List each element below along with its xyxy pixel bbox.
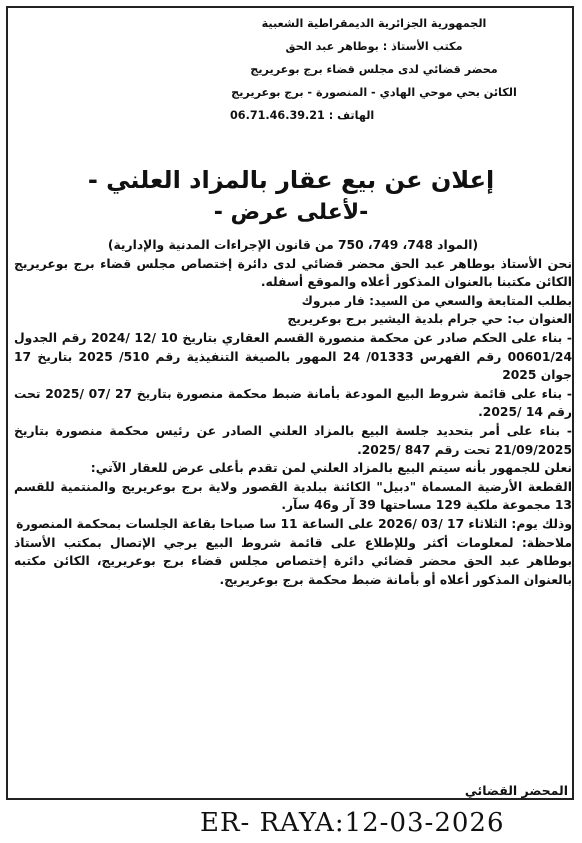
- bailiff-court: محضر قضائي لدى مجلس قضاء برج بوعريريج: [250, 63, 498, 76]
- note: ملاحظة: لمعلومات أكثر وللإطلاع على قائمة شروط البيع يرجي الإتصال بمكتب الأستاذ بوطاهر عبد الحق محضر قضائي دائرة إختصاص مجلس قضاء برج بوعريريج، الكائن مكتبه بالعنوان المذكور أعلاه أو بأمانة ضبط محكمة برج بوعريريج.: [14, 535, 572, 587]
- bailiff-intro: نحن الأستاذ بوطاهر عبد الحق محضر قضائي لدى دائرة إختصاص مجلس قضاء برج بوعريريج الكائن مكتبنا بالعنوان المذكور أعلاه والموقع أسفله.: [14, 256, 572, 290]
- requester: بطلب المتابعة والسعي من السيد: فار مبروك: [301, 293, 572, 308]
- legal-articles: (المواد 748، 749، 750 من قانون الإجراءات المدنية والإدارية): [107, 238, 479, 252]
- office-address: الكائن بحي موحي الهادي - المنصورة - برج بوعريريج: [231, 86, 517, 99]
- requester-address: العنوان ب: حي جرام بلدية اليشير برج بوعريريج: [287, 312, 572, 327]
- announcement-subtitle: -لأعلى عرض -: [213, 200, 369, 225]
- public-notice: نعلن للجمهور بأنه سيتم البيع بالمزاد العلني لمن تقدم بأعلى عرض للعقار الآتي:: [90, 461, 572, 476]
- newspaper-footer: ER- RAYA:12-03-2026: [200, 808, 505, 838]
- conditions-ref: - بناء على قائمة شروط البيع المودعة بأمانة ضبط محكمة منصورة بتاريخ 27 /07 /2025 تحت رقم 14 /2025.: [14, 386, 572, 420]
- office-name: مكتب الأستاذ : بوطاهر عبد الحق: [285, 40, 463, 53]
- announcement-body: [14, 236, 572, 589]
- property-description: القطعة الأرضية المسماة "دبيل" الكائنة ببلدية القصور ولاية برج بوعريريج والمنتمية للقسم 13 مجموعة ملكية 129 مساحتها 39 آر و46 سآر.: [14, 479, 572, 513]
- republic-line: الجمهورية الجزائرية الديمقراطية الشعبية: [261, 17, 487, 30]
- judgment-ref: - بناء على الحكم صادر عن محكمة منصورة القسم العقاري بتاريخ 10 /12 /2024 رقم الجدول 00601/24 رقم الفهرس 01333/ 24 المهور بالصيغة التنفيذية رقم 510/ 2025 بتاريخ 17 جوان 2025: [14, 330, 572, 383]
- announcement-title: إعلان عن بيع عقار بالمزاد العلني -: [87, 166, 495, 194]
- auction-date: وذلك يوم: الثلاثاء 17 /03 /2026 على الساعة 11 سا صباحا بقاعة الجلسات بمحكمة المنصورة: [16, 516, 572, 531]
- session-order-ref: - بناء على أمر بتحديد جلسة البيع بالمزاد العلني الصادر عن رئيس محكمة منصورة بتاريخ 21/09/2025 تحت رقم 847 /2025.: [14, 423, 572, 457]
- office-phone: الهاتف : 06.71.46.39.21: [230, 109, 375, 122]
- office-header: [224, 12, 524, 127]
- signature-label: المحضر القضائي: [464, 783, 568, 798]
